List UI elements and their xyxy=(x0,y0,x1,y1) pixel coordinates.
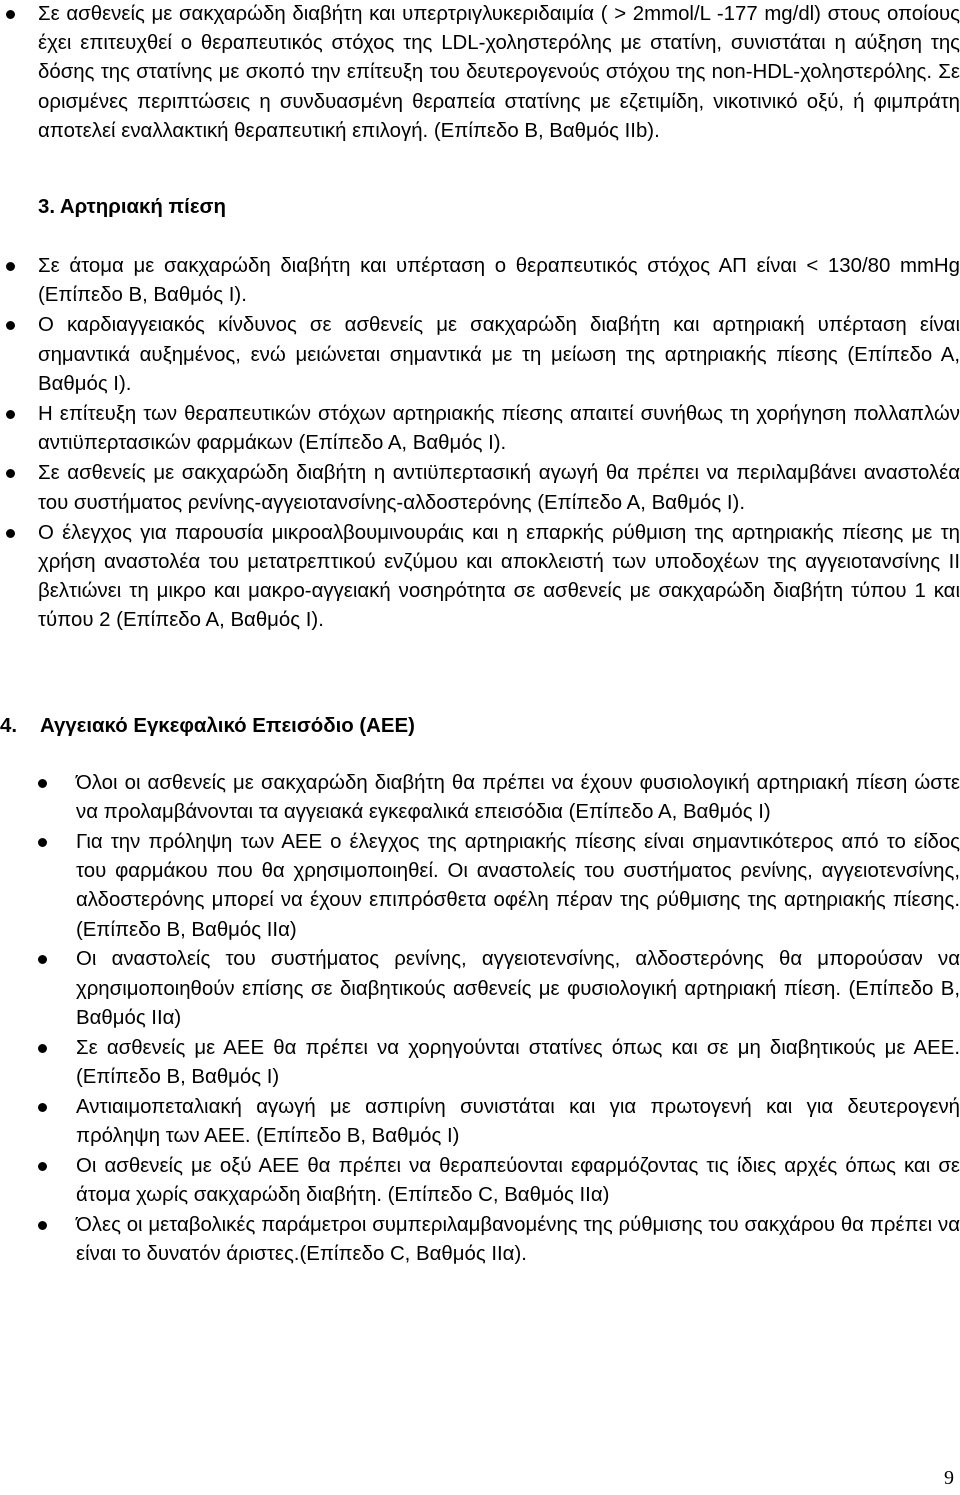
list-item-text: Αντιαιμοπεταλιακή αγωγή με ασπιρίνη συνιστάται και για πρωτογενή και για δευτερογενή πρόληψη των ΑΕΕ. (Επίπεδο Β, Βαθμός Ι) xyxy=(76,1095,960,1147)
stroke-bullet-list xyxy=(76,769,960,1270)
bullet-icon xyxy=(6,262,15,271)
list-item-text: Ο έλεγχος για παρουσία μικροαλβουμινουράις και η επαρκής ρύθμιση της αρτηριακής πίεσης με τη χρήση αναστολέα του μετατρεπτικού ενζύμου και αποκλειστή των υποδοχέων της αγγειοτανσίνης ΙΙ βελτιώνει τη μικρο και μακρο-αγγειακή νοσηρότητα σε ασθενείς με σακχαρώδη διαβήτη τύπου 1 και τύπου 2 (Επίπεδο Α, Βαθμός Ι). xyxy=(38,521,960,632)
list-item-text: Σε ασθενείς με ΑΕΕ θα πρέπει να χορηγούνται στατίνες όπως και σε μη διαβητικούς με ΑΕΕ. (Επίπεδο Β, Βαθμός Ι) xyxy=(76,1036,960,1088)
bullet-icon xyxy=(38,1221,47,1230)
list-item-text: Η επίτευξη των θεραπευτικών στόχων αρτηριακής πίεσης απαιτεί συνήθως τη χορήγηση πολλαπλών αντιϋπερτασικών φαρμάκων (Επίπεδο Α, Βαθμός Ι). xyxy=(38,403,960,455)
list-item xyxy=(76,1211,960,1269)
list-item-text: Για την πρόληψη των ΑΕΕ ο έλεγχος της αρτηριακής πίεσης είναι σημαντικότερος από το είδος του φαρμάκου που θα χρησιμοποιηθεί. Οι αναστολείς του συστήματος ρενίνης, αγγειοτενσίνης, αλδοστερόνης μπορεί να έχουν επιπρόσθετα οφέλη πέραν της ρύθμισης της αρτηριακής πίεσης. (Επίπεδο Β, Βαθμός ΙΙα) xyxy=(76,831,960,941)
list-item-text: Σε ασθενείς με σακχαρώδη διαβήτη και υπερτριγλυκεριδαιμία ( > 2mmol/L -177 mg/dl) στους οποίους έχει επιτευχθεί ο θεραπευτικός στόχος της LDL-χοληστερόλης με στατίνη, συνιστάται η αύξηση της δόσης της στατίνης με σκοπό την επίτευξη του δευτερογενούς στόχου της non-HDL-χοληστερόλης. Σε ορισμένες περιπτώσεις η συνδυασμένη θεραπεία στατίνης με εζετιμίδη, νικοτινικό οξύ, ή φιμπράτη αποτελεί εναλλακτική θεραπευτική επιλογή. (Επίπεδο Β, Βαθμός ΙΙb). xyxy=(38,3,960,142)
list-item xyxy=(38,459,960,517)
intro-bullet-list xyxy=(38,0,960,146)
bullet-icon xyxy=(6,321,15,330)
list-item xyxy=(76,1093,960,1151)
list-item-text: Οι ασθενείς με οξύ ΑΕΕ θα πρέπει να θεραπεύονται εφαρμόζοντας τις ίδιες αρχές όπως και σε άτομα χωρίς σακχαρώδη διαβήτη. (Επίπεδο C, Βαθμός ΙΙα) xyxy=(76,1154,960,1206)
list-item-text: Οι αναστολείς του συστήματος ρενίνης, αγγειοτενσίνης, αλδοστερόνης θα μπορούσαν να χρησιμοποιηθούν επίσης σε διαβητικούς ασθενείς με φυσιολογική αρτηριακή πίεση. (Επίπεδο Β, Βαθμός ΙΙα) xyxy=(76,948,960,1029)
bullet-icon xyxy=(6,10,15,19)
list-item xyxy=(38,400,960,458)
list-item xyxy=(38,519,960,636)
list-item xyxy=(38,252,960,310)
bullet-icon xyxy=(38,1103,47,1112)
bullet-icon xyxy=(38,779,47,788)
page-number: 9 xyxy=(944,1467,954,1489)
blood-pressure-bullet-list xyxy=(38,252,960,637)
bullet-icon xyxy=(38,838,47,847)
list-item xyxy=(76,1152,960,1210)
list-item-text: Σε άτομα με σακχαρώδη διαβήτη και υπέρταση ο θεραπευτικός στόχος ΑΠ είναι < 130/80 mmHg (Επίπεδο Β, Βαθμός Ι). xyxy=(38,255,960,307)
list-item xyxy=(76,769,960,827)
bullet-icon xyxy=(38,1162,47,1171)
bullet-icon xyxy=(6,469,15,478)
bullet-icon xyxy=(6,529,15,538)
list-item xyxy=(76,945,960,1033)
bullet-icon xyxy=(38,1044,47,1053)
section-number: 4. xyxy=(0,715,18,737)
section-heading-stroke xyxy=(0,712,415,741)
list-item xyxy=(38,311,960,399)
bullet-icon xyxy=(6,410,15,419)
section-title: Αγγειακό Εγκεφαλικό Επεισόδιο (ΑΕΕ) xyxy=(40,715,415,737)
list-item xyxy=(76,828,960,945)
list-item xyxy=(76,1034,960,1092)
bullet-icon xyxy=(38,955,47,964)
list-item-text: Όλοι οι ασθενείς με σακχαρώδη διαβήτη θα πρέπει να έχουν φυσιολογική αρτηριακή πίεση ώστε να προλαμβάνονται τα αγγειακά εγκεφαλικά επεισόδια (Επίπεδο Α, Βαθμός Ι) xyxy=(76,772,960,824)
section-heading-blood-pressure: 3. Αρτηριακή πίεση xyxy=(38,196,226,218)
list-item-text: Σε ασθενείς με σακχαρώδη διαβήτη η αντιϋπερτασική αγωγή θα πρέπει να περιλαμβάνει αναστολέα του συστήματος ρενίνης-αγγειοτανσίνης-αλδοστερόνης (Επίπεδο Α, Βαθμός Ι). xyxy=(38,462,960,514)
list-item-text: Ο καρδιαγγειακός κίνδυνος σε ασθενείς με σακχαρώδη διαβήτη και αρτηριακή υπέρταση είναι σημαντικά αυξημένος, ενώ μειώνεται σημαντικά με τη μείωση της αρτηριακής πίεσης (Επίπεδο Α, Βαθμός Ι). xyxy=(38,314,960,395)
list-item-text: Όλες οι μεταβολικές παράμετροι συμπεριλαμβανομένης της ρύθμισης του σακχάρου θα πρέπει να είναι το δυνατόν άριστες.(Επίπεδο C, Βαθμός ΙΙα). xyxy=(76,1213,960,1265)
list-item xyxy=(38,0,960,146)
